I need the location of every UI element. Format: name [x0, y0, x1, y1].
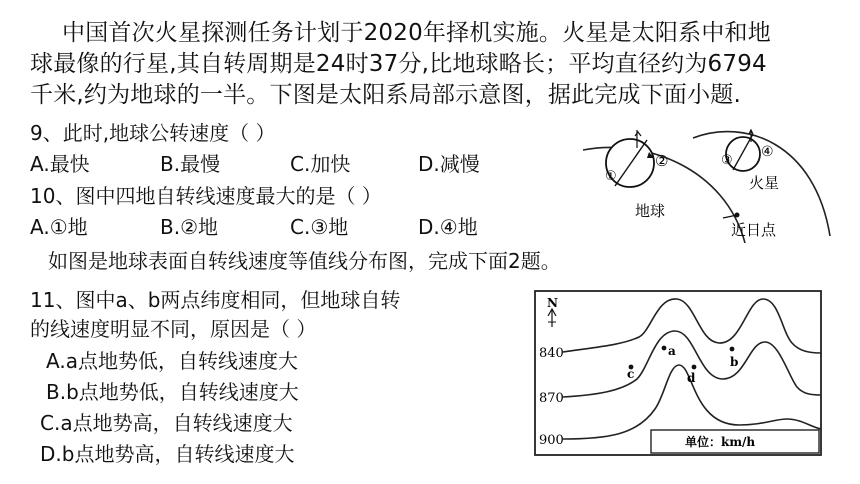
- solar-system-figure: [575, 118, 845, 243]
- q11-option-c[interactable]: C.a点地势高，自转线速度大: [40, 411, 293, 435]
- intro-line-3: 千米,约为地球的一半。下图是太阳系局部示意图，据此完成下面小题.: [30, 82, 742, 108]
- q11-stem-line-2: 的线速度明显不同，原因是（ ）: [30, 317, 317, 341]
- contour-label-900: 900: [539, 433, 564, 448]
- north-label: N: [547, 296, 558, 310]
- q9-option-d[interactable]: D.减慢: [418, 152, 480, 176]
- mars-label: 火星: [749, 174, 780, 192]
- mark-2: ②: [655, 152, 669, 170]
- intro-line-1: 中国首次火星探测任务计划于2020年择机实施。火星是太阳系中和地: [62, 20, 771, 46]
- q11-option-a[interactable]: A.a点地势低，自转线速度大: [46, 349, 298, 373]
- point-d-label: d: [687, 371, 696, 385]
- mark-4: ④: [761, 144, 774, 160]
- q9-stem: 9、此时,地球公转速度（ ）: [30, 121, 276, 145]
- point-d: [692, 365, 697, 370]
- unit-label: 单位：km/h: [685, 435, 756, 449]
- q9-option-b[interactable]: B.最慢: [160, 152, 221, 176]
- point-a: [662, 346, 667, 351]
- q11-option-d[interactable]: D.b点地势高，自转线速度大: [40, 442, 295, 466]
- velocity-isoline-map: [527, 287, 829, 459]
- point-b-label: b: [730, 355, 739, 369]
- section-2-instruction: 如图是地球表面自转线速度等值线分布图，完成下面2题。: [48, 249, 561, 273]
- q11-stem-line-1: 11、图中a、b两点纬度相同，但地球自转: [30, 288, 401, 312]
- q9-option-a[interactable]: A.最快: [30, 152, 90, 176]
- q9-option-c[interactable]: C.加快: [290, 152, 351, 176]
- q10-stem: 10、图中四地自转线速度最大的是（ ）: [30, 184, 382, 208]
- point-c-label: c: [627, 367, 635, 381]
- mark-3: ③: [721, 153, 733, 168]
- perihelion-label: 近日点: [731, 221, 777, 239]
- earth-label: 地球: [635, 202, 666, 220]
- q10-option-d[interactable]: D.④地: [418, 215, 478, 239]
- mark-1: ①: [605, 169, 617, 184]
- contour-label-870: 870: [539, 391, 564, 406]
- contour-label-840: 840: [539, 346, 564, 361]
- point-a-label: a: [668, 344, 676, 358]
- q11-option-b[interactable]: B.b点地势低，自转线速度大: [46, 380, 299, 404]
- perihelion-dot: [735, 213, 740, 218]
- point-b: [730, 347, 735, 352]
- q10-option-c[interactable]: C.③地: [290, 215, 349, 239]
- q10-option-b[interactable]: B.②地: [160, 215, 219, 239]
- q10-option-a[interactable]: A.①地: [30, 215, 88, 239]
- intro-line-2: 球最像的行星,其自转周期是24时37分,比地球略长；平均直径约为6794: [30, 51, 767, 77]
